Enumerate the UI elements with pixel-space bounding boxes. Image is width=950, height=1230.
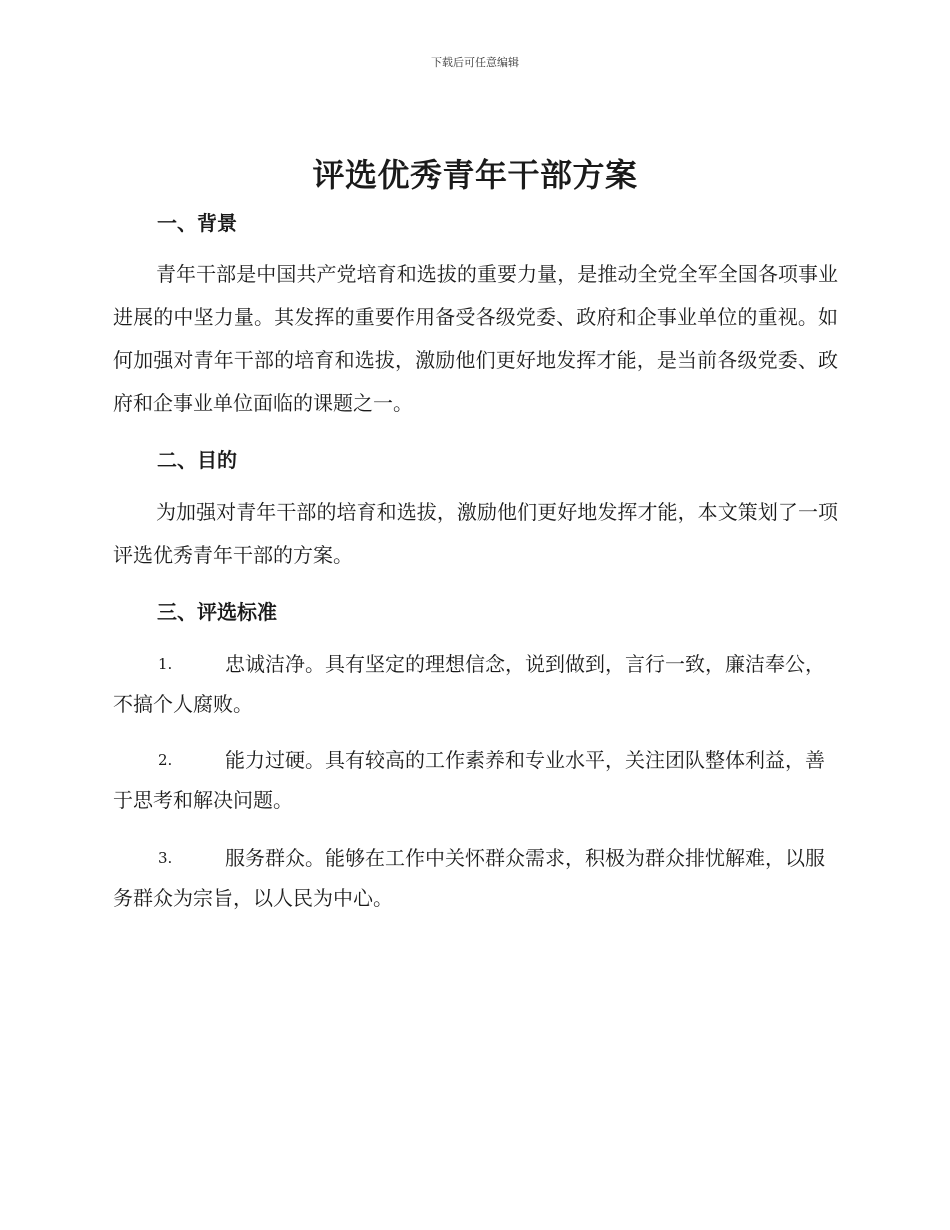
purpose-paragraph-text: 为加强对青年干部的培育和选拔，激励他们更好地发挥才能，本文策划了一项评选优秀青年干部的方案。 [113, 500, 838, 567]
criteria-item-text: 忠诚洁净。具有坚定的理想信念，说到做到，言行一致，廉洁奉公，不搞个人腐败。 [113, 652, 825, 716]
section-heading-purpose: 二、目的 [157, 448, 237, 472]
page-header: 下载后可任意编辑 [431, 56, 519, 69]
background-paragraph-text: 青年干部是中国共产党培育和选拔的重要力量，是推动全党全军全国各项事业进展的中坚力量。其发挥的重要作用备受各级党委、政府和企事业单位的重视。如何加强对青年干部的培育和选拔，激励他们更好地发挥才能，是当前各级党委、政府和企事业单位面临的课题之一。 [113, 262, 838, 415]
section-heading-criteria: 三、评选标准 [157, 600, 277, 624]
criteria-item-text: 服务群众。能够在工作中关怀群众需求，积极为群众排忧解难，以服务群众为宗旨，以人民为中心。 [113, 846, 825, 910]
list-number: 2. [158, 751, 173, 769]
criteria-item [113, 740, 838, 820]
background-paragraph [113, 253, 838, 425]
section-heading-background: 一、背景 [157, 211, 237, 235]
purpose-paragraph [113, 491, 838, 577]
criteria-item [113, 838, 838, 918]
criteria-item-text: 能力过硬。具有较高的工作素养和专业水平，关注团队整体利益，善于思考和解决问题。 [113, 748, 825, 812]
list-number: 1. [158, 655, 173, 673]
document-title: 评选优秀青年干部方案 [312, 156, 638, 194]
list-number: 3. [158, 849, 173, 867]
criteria-item [113, 644, 838, 724]
